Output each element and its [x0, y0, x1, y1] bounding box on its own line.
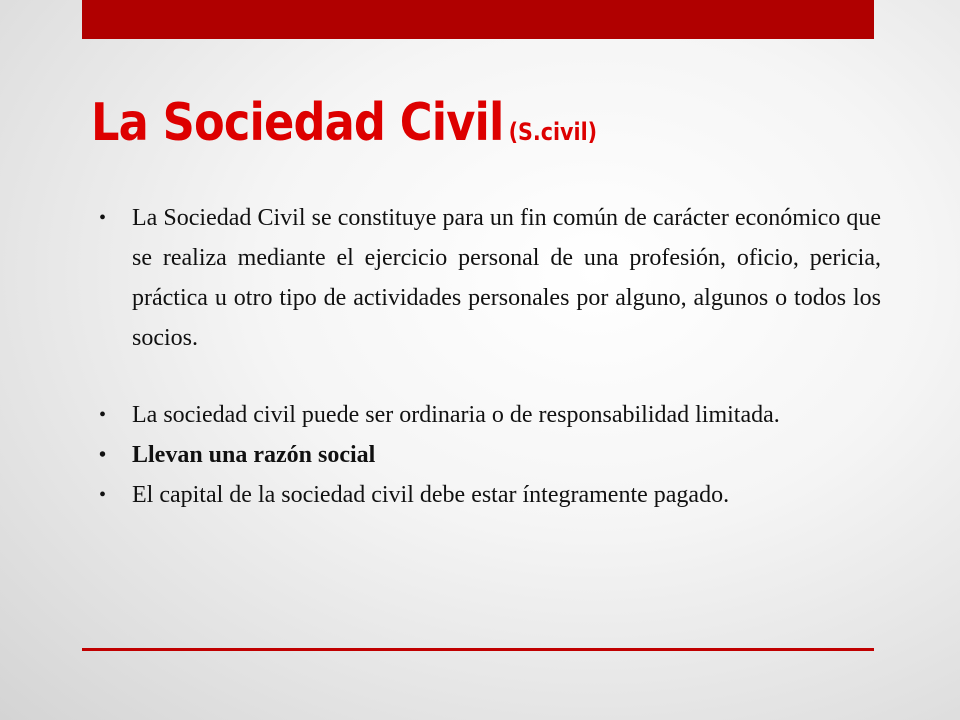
bullet-item-capital: [99, 475, 881, 515]
bullet-icon: •: [99, 484, 107, 506]
bullet-icon: •: [99, 444, 107, 466]
bullet-item-razon-social: [99, 435, 881, 475]
bullet-item-types: [99, 395, 881, 435]
bullet-text: La Sociedad Civil se constituye para un fin común de carácter económico que se realiza mediante el ejercicio personal de una profesión, oficio, pericia, práctica u otro tipo de actividades personales por alguno, algunos o todos los socios.: [132, 205, 881, 351]
bullet-text: Llevan una razón social: [132, 442, 376, 468]
slide-title-subtitle: (S.civil): [508, 118, 598, 146]
slide-title: [91, 78, 597, 177]
bullet-list: [99, 198, 881, 515]
bullet-item-definition: [99, 198, 881, 358]
bullet-text: La sociedad civil puede ser ordinaria o de responsabilidad limitada.: [132, 402, 780, 428]
bullet-icon: •: [99, 404, 107, 426]
slide-title-main: La Sociedad Civil: [91, 93, 504, 153]
bullet-icon: •: [99, 207, 107, 229]
top-accent-bar: [82, 0, 874, 39]
bottom-divider: [82, 648, 874, 651]
bullet-text: El capital de la sociedad civil debe estar íntegramente pagado.: [132, 482, 730, 508]
